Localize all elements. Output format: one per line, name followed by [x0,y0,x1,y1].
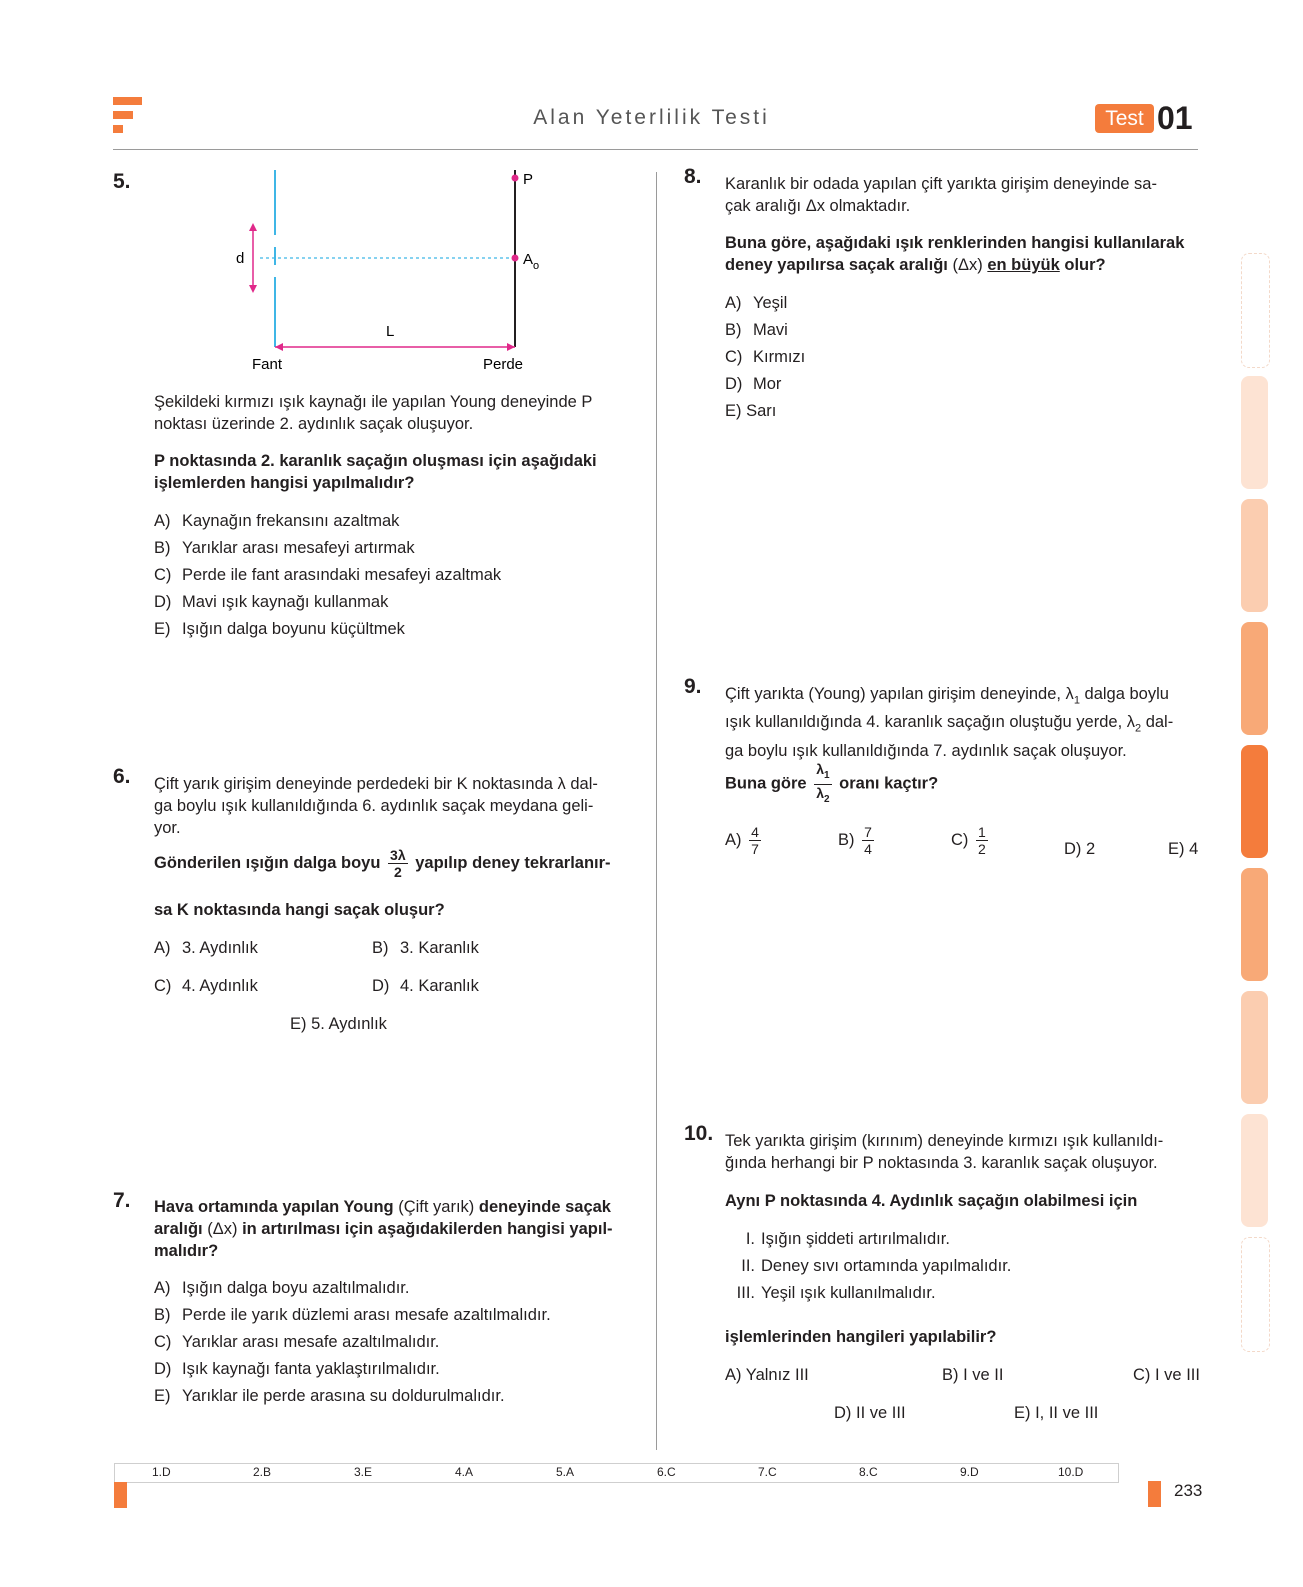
q5-option-c[interactable]: C) Perde ile fant arasındaki mesafeyi azaltmak [154,566,502,584]
q5-option-a[interactable]: A) Kaynağın frekansını azaltmak [154,512,400,530]
q8-option-e[interactable]: E) Sarı [725,402,777,420]
question-5-number: 5. [113,170,131,193]
young-experiment-diagram [230,165,550,380]
question-7-stem: Hava ortamında yapılan Young (Çift yarık) deneyinde saçak aralığı (Δx) in artırılması için aşağıdakilerden hangisi yapıl- malıdır? [154,1198,613,1260]
label-d: d [236,250,245,267]
q6-option-d[interactable]: D) 4. Karanlık [372,977,479,995]
label-l: L [386,323,395,340]
question-8-prompt: Buna göre, aşağıdaki ışık renklerinden hangisi kullanılarak deney yapılırsa saçak aralığı (Δx) en büyük olur? [725,234,1185,274]
answer-key-3: 3.E [354,1465,373,1479]
question-8-number: 8. [684,165,702,188]
side-tab-7 [1241,991,1268,1104]
side-tab-2 [1241,376,1268,489]
q10-option-b[interactable]: B) I ve II [942,1366,1004,1384]
question-6-prompt: Gönderilen ışığın dalga boyu $\frac{3\lambda}{2}$ yapılıp deney tekrarlanır- [154,847,611,880]
answer-key-1: 1.D [152,1465,171,1479]
q7-option-d[interactable]: D) Işık kaynağı fanta yaklaştırılmalıdır. [154,1360,440,1378]
q10-statement-3: III. Yeşil ışık kullanılmalıdır. [736,1284,936,1302]
answer-key-8: 8.C [859,1465,878,1479]
q8-option-d[interactable]: D) Mor [725,375,782,393]
question-5-stem: Şekildeki kırmızı ışık kaynağı ile yapılan Young deneyinde P noktası üzerinde 2. aydınlık saçak oluşuyor. [154,393,593,433]
point-a-marker [512,255,519,262]
side-tab-6 [1241,868,1268,981]
q8-option-a[interactable]: A) Yeşil [725,294,788,312]
ratio-fraction: $\frac{\lambda_1}{\lambda_2}$ [816,761,830,805]
side-tab-1 [1241,253,1270,368]
q6-option-a[interactable]: A) 3. Aydınlık [154,939,258,957]
header-divider [113,149,1198,150]
q7-option-b[interactable]: B) Perde ile yarık düzlemi arası mesafe azaltılmalıdır. [154,1306,551,1324]
answer-key-7: 7.C [758,1465,777,1479]
q10-option-a[interactable]: A) Yalnız III [725,1366,809,1384]
question-10-number: 10. [684,1122,714,1145]
column-divider [656,172,657,1450]
answer-key-6: 6.C [657,1465,676,1479]
q5-option-b[interactable]: B) Yarıklar arası mesafeyi artırmak [154,539,415,557]
answer-key-5: 5.A [556,1465,575,1479]
q9-option-e[interactable]: E) 4 [1168,840,1199,858]
q7-option-e[interactable]: E) Yarıklar ile perde arasına su doldurulmalıdır. [154,1387,505,1405]
q8-option-c[interactable]: C) Kırmızı [725,348,806,366]
label-a: $A_o$ [523,251,540,272]
label-fant: Fant [252,356,283,373]
q7-option-c[interactable]: C) Yarıklar arası mesafe azaltılmalıdır. [154,1333,440,1351]
q7-option-a[interactable]: A) Işığın dalga boyu azaltılmalıdır. [154,1279,410,1297]
label-perde: Perde [483,356,524,373]
question-9-stem: Çift yarıkta (Young) yapılan girişim deneyinde, $\lambda_1$ dalga boylu ışık kullanıldığında 4. karanlık saçağın oluştuğu yerde, $\lambda_2$ dal- ga boylu ışık kullanıldığında 7. aydınlık saçak oluşuyor. [725,685,1174,760]
q10-statement-2: II. Deney sıvı ortamında yapılmalıdır. [741,1257,1012,1275]
question-7-number: 7. [113,1189,131,1212]
question-10-prompt-end: işlemlerinden hangileri yapılabilir? [725,1328,997,1346]
wavelength-fraction: $\frac{3\lambda}{2}$ [390,847,406,880]
side-tab-9 [1241,1237,1270,1352]
question-8-stem: Karanlık bir odada yapılan çift yarıkta girişim deneyinde sa- çak aralığı Δx olmaktadır. [725,175,1157,215]
label-p: P [523,171,534,188]
answer-key-10: 10.D [1058,1465,1084,1479]
q9-option-c[interactable]: C) $\frac{1}{2}$ [951,824,986,857]
side-tab-8 [1241,1114,1268,1227]
question-6-stem: Çift yarık girişim deneyinde perdedeki bir K noktasında λ dal- ga boylu ışık kullanıldığında 6. aydınlık saçak meydana geli- yor. [154,775,598,837]
question-10-stem: Tek yarıkta girişim (kırınım) deneyinde kırmızı ışık kullanıldı- ğında herhangi bir P noktasında 3. karanlık saçak oluşuyor. [725,1132,1164,1172]
question-9-number: 9. [684,675,702,698]
answer-key-2: 2.B [253,1465,272,1479]
q10-statement-1: I. Işığın şiddeti artırılmalıdır. [745,1230,950,1248]
question-9-prompt: Buna göre $\frac{\lambda_1}{\lambda_2}$ oranı kaçtır? [725,761,939,805]
side-tab-5 [1241,745,1268,858]
q5-option-e[interactable]: E) Işığın dalga boyunu küçültmek [154,620,405,638]
test-number: 01 [1157,100,1193,136]
q6-option-c[interactable]: C) 4. Aydınlık [154,977,258,995]
q10-option-e[interactable]: E) I, II ve III [1014,1404,1099,1422]
answer-key-4: 4.A [455,1465,474,1479]
q5-option-d[interactable]: D) Mavi ışık kaynağı kullanmak [154,593,389,611]
q9-option-a[interactable]: A) $\frac{4}{7}$ [725,824,759,857]
page-number-marker [1148,1481,1161,1507]
question-10-prompt: Aynı P noktasında 4. Aydınlık saçağın olabilmesi için [725,1192,1138,1210]
q10-option-c[interactable]: C) I ve III [1133,1366,1200,1384]
answer-key-9: 9.D [960,1465,979,1479]
point-p-marker [512,175,519,182]
q6-option-e[interactable]: E) 5. Aydınlık [290,1015,387,1033]
page-title: Alan Yeterlilik Testi [533,106,770,129]
q9-option-d[interactable]: D) 2 [1064,840,1096,858]
q6-option-b[interactable]: B) 3. Karanlık [372,939,479,957]
question-6-prompt-end: sa K noktasında hangi saçak oluşur? [154,901,445,919]
q9-option-b[interactable]: B) $\frac{7}{4}$ [838,824,872,857]
answer-key-marker [114,1482,127,1508]
test-badge: Test [1095,104,1154,133]
page-number: 233 [1174,1481,1203,1500]
question-6-number: 6. [113,765,131,788]
question-5-prompt: P noktasında 2. karanlık saçağın oluşması için aşağıdaki işlemlerden hangisi yapılmalıdır? [154,452,597,492]
side-tab-4 [1241,622,1268,735]
side-tab-3 [1241,499,1268,612]
q10-option-d[interactable]: D) II ve III [834,1404,906,1422]
q8-option-b[interactable]: B) Mavi [725,321,788,339]
